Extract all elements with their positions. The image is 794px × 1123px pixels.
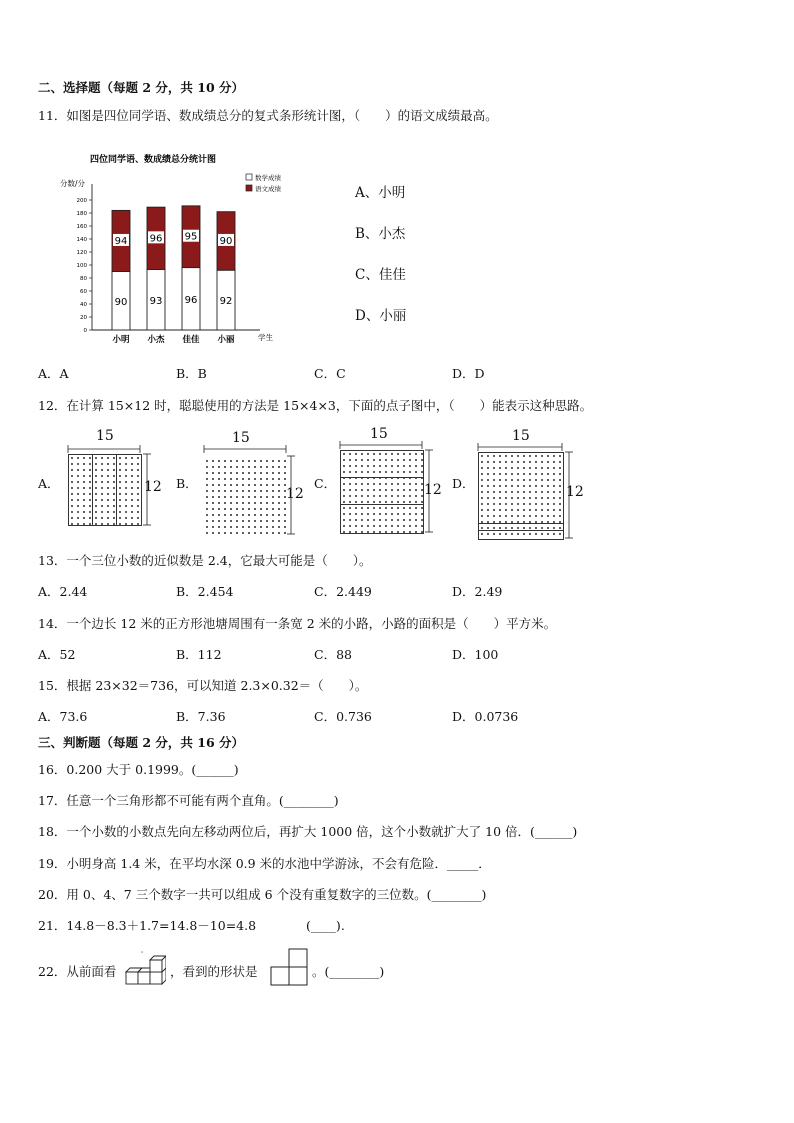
y-tick-label: 200 (76, 198, 87, 204)
q11-choice-c: C、佳佳 (355, 267, 406, 283)
front-view-shape (270, 948, 312, 988)
q11-option-b: B．B (176, 366, 207, 381)
q12-label-d: D． (452, 476, 475, 491)
x-tick-label: 小杰 (147, 335, 165, 345)
x-tick-label: 小丽 (217, 335, 235, 345)
q14-option-b: B．112 (176, 647, 222, 662)
q11-option-c: C．C (314, 366, 346, 381)
y-tick-label: 100 (76, 263, 87, 269)
q11-option-d: D．D (452, 366, 485, 381)
q15-option-c: C．0.736 (314, 709, 372, 724)
height-label: 12 (144, 479, 162, 495)
q13-option-c: C．2.449 (314, 584, 372, 599)
y-tick-label: 120 (76, 250, 87, 256)
q12-figure-c (338, 426, 443, 536)
q15-option-a: A．73.6 (38, 709, 88, 724)
y-tick-label: 60 (80, 289, 87, 295)
legend-label: 数学成绩 (255, 174, 281, 182)
bar-label-math: 96 (184, 294, 198, 306)
legend-label: 语文成绩 (255, 185, 281, 193)
question-19: 19．小明身高 1.4 米，在平均水深 0.9 米的水池中学游泳，不会有危险．_____． (38, 856, 491, 871)
bar-label-math: 93 (149, 295, 163, 307)
height-label: 12 (286, 486, 304, 502)
q12-figure-d (476, 428, 586, 543)
question-16: 16．0.200 大于 0.1999。(______) (38, 762, 239, 777)
height-label: 12 (424, 482, 442, 498)
question-18: 18．一个小数的小数点先向左移动两位后，再扩大 1000 倍，这个小数就扩大了 10 倍．(______) (38, 824, 578, 839)
q12-figure-b (202, 430, 307, 535)
section-title-choice: 二、选择题（每题 2 分，共 10 分） (38, 80, 245, 95)
q15-option-d: D．0.0736 (452, 709, 519, 724)
chart-title: 四位同学语、数成绩总分统计图 (90, 155, 217, 165)
question-17: 17．任意一个三角形都不可能有两个直角。(________) (38, 793, 339, 808)
q11-option-a: A．A (38, 366, 69, 381)
question-12: 12．在计算 15×12 时，聪聪使用的方法是 15×4×3，下面的点子图中，（ ）能表示这种思路。 (38, 398, 593, 413)
section-title-judge: 三、判断题（每题 2 分，共 16 分） (38, 735, 245, 750)
y-axis-label: 分数/分 (60, 179, 86, 188)
bar-label-math: 90 (114, 296, 128, 308)
width-label: 15 (512, 428, 530, 444)
bar-label-chinese: 96 (149, 233, 163, 245)
y-tick-label: 80 (80, 276, 87, 282)
bar-label-math: 92 (219, 296, 233, 308)
dot-grid (478, 452, 564, 540)
y-tick-label: 180 (76, 211, 87, 217)
dot-grid (68, 454, 142, 526)
q14-option-d: D．100 (452, 647, 499, 662)
q13-option-a: A．2.44 (38, 584, 88, 599)
divider (340, 504, 424, 505)
q11-choice-d: D、小丽 (355, 308, 407, 324)
q12-label-a: A． (38, 476, 60, 491)
width-label: 15 (232, 430, 250, 446)
question-22-part-c: 。(________) (312, 964, 385, 979)
q12-figure-a (66, 428, 162, 527)
dot-grid (204, 458, 286, 534)
y-tick-label: 0 (83, 328, 87, 334)
q15-option-b: B．7.36 (176, 709, 226, 724)
q13-option-d: D．2.49 (452, 584, 503, 599)
q14-option-a: A．52 (38, 647, 76, 662)
q12-label-b: B． (176, 476, 198, 491)
bar-chart (60, 148, 290, 348)
width-label: 15 (370, 426, 388, 442)
question-15: 15．根据 23×32＝736，可以知道 2.3×0.32＝（ ）。 (38, 678, 368, 693)
bar-label-chinese: 95 (184, 231, 198, 243)
y-tick-label: 40 (80, 302, 87, 308)
chart-svg (60, 148, 290, 348)
bar-label-chinese: 90 (219, 235, 233, 247)
q11-choice-b: B、小杰 (355, 226, 406, 242)
q13-option-b: B．2.454 (176, 584, 234, 599)
width-arrow (202, 444, 292, 456)
question-20: 20．用 0、4、7 三个数字一共可以组成 6 个没有重复数字的三位数。(________) (38, 887, 487, 902)
question-21: 21．14.8－8.3＋1.7=14.8－10=4.8 (____). (38, 918, 345, 933)
legend-swatch (246, 174, 252, 180)
q14-option-c: C．88 (314, 647, 352, 662)
question-22-part-b: ，看到的形状是 (170, 964, 258, 979)
divider (116, 454, 117, 526)
question-13: 13．一个三位小数的近似数是 2.4，它最大可能是（ ）。 (38, 553, 372, 568)
x-tick-label: 佳佳 (182, 335, 200, 345)
x-axis-label: 学生 (258, 333, 273, 342)
dot-grid (340, 450, 424, 534)
bar-label-chinese: 94 (114, 235, 128, 247)
legend-swatch (246, 185, 252, 191)
x-tick-label: 小明 (112, 335, 130, 345)
height-label: 12 (566, 484, 584, 500)
y-tick-label: 160 (76, 224, 87, 230)
q11-choice-a: A、小明 (355, 185, 406, 201)
divider (340, 477, 424, 478)
divider (478, 530, 564, 531)
cube-stack-figure (124, 948, 166, 988)
question-22-part-a: 22．从前面看 (38, 964, 117, 979)
divider (92, 454, 93, 526)
question-11: 11．如图是四位同学语、数成绩总分的复式条形统计图，（ ）的语文成绩最高。 (38, 108, 498, 123)
q12-label-c: C． (314, 476, 337, 491)
y-tick-label: 20 (80, 315, 87, 321)
divider (478, 523, 564, 524)
question-14: 14．一个边长 12 米的正方形池塘周围有一条宽 2 米的小路，小路的面积是（ ）平方米。 (38, 616, 557, 631)
y-tick-label: 140 (76, 237, 87, 243)
width-label: 15 (96, 428, 114, 444)
